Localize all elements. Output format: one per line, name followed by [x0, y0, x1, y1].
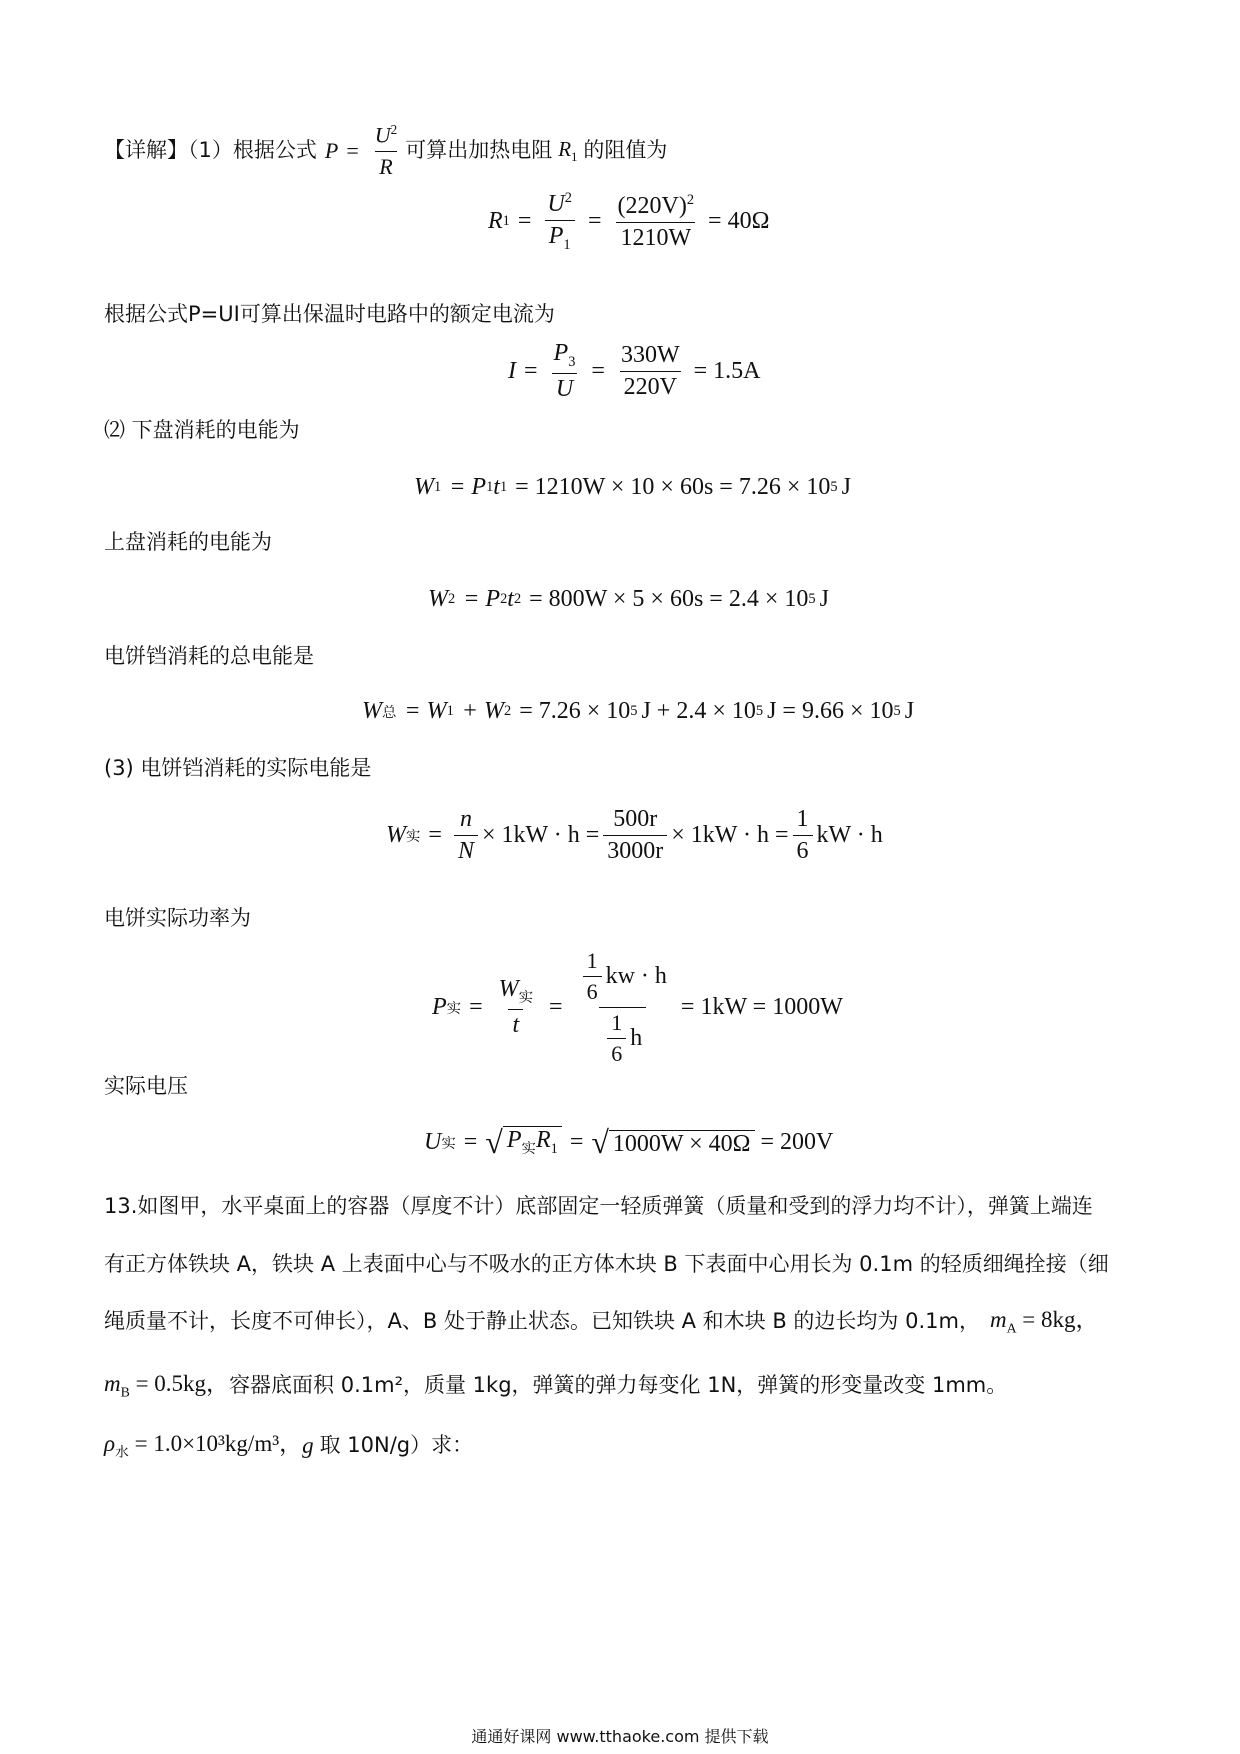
line-part2: ⑵ 下盘消耗的电能为 — [104, 418, 300, 442]
line-power: 电饼实际功率为 — [104, 906, 251, 930]
problem13-line2: 有正方体铁块 A，铁块 A 上表面中心与不吸水的正方体木块 B 下表面中心用长为 0.1m 的轻质细绳拴接（细 — [104, 1252, 1109, 1276]
equation-r1: R 1 = $\frac{U^2}{P_1}$ = $\frac{(220V)^2}{1210W}$ = 40Ω — [488, 190, 770, 253]
equation-w2: W 2 = P 2 t 2 = 800W × 5 × 60s = 2.4 × 10 5 J — [428, 586, 829, 612]
intro-label: 【详解】（1）根据公式 — [104, 138, 317, 163]
equation-wreal: W 实 = $\frac{n}{N}$ × 1kW · h = $\frac{500r}{3000r}$ × 1kW · h = $\frac{1}{6}$ kW · h — [386, 806, 883, 864]
problem13-line5: $\rho_水 = 1.0\times 10^3kg/m^3$， g 取 10N/g）求： — [104, 1431, 474, 1461]
r1-symbol: $R_1$ — [558, 136, 578, 165]
equation-w1: W 1 = P 1 t 1 = 1210W × 10 × 60s = 7.26 × 10 5 J — [414, 474, 851, 500]
intro-formula: P = $\frac{U^2}{R}$ — [324, 122, 398, 179]
sqrt-numeric: √ 1000W × 40Ω — [591, 1126, 754, 1158]
equation-preal: P 实 = $\frac{W_实}{t}$ = $\frac{1}{6}$ kw · h $\frac{1}{6}$ h = 1kW = 1000W — [432, 948, 843, 1066]
intro-line: 【详解】（1）根据公式 P = $\frac{U^2}{R}$ 可算出加热电阻 $R_1$ 的阻值为 — [104, 122, 668, 179]
problem13-line4: $m_B = 0.5kg$， 容器底面积 0.1m²，质量 1kg，弹簧的弹力每变化 1N，弹簧的形变量改变 1mm。 — [104, 1371, 1008, 1400]
equation-current: I = $\frac{P_3}{U}$ = $\frac{330W}{220V}$ = 1.5A — [508, 340, 761, 402]
problem13-line3: 绳质量不计，长度不可伸长），A、B 处于静止状态。已知铁块 A 和木块 B 的边长均为 0.1m， $m_A = 8kg$， — [104, 1307, 1099, 1336]
line-upper: 上盘消耗的电能为 — [104, 530, 272, 554]
sqrt-power-resistance: √ $P_实R_1$ — [485, 1126, 562, 1158]
line-part3: (3) 电饼铛消耗的实际电能是 — [104, 756, 372, 780]
problem13-line1: 13.如图甲，水平桌面上的容器（厚度不计）底部固定一轻质弹簧（质量和受到的浮力均不计），弹簧上端连 — [104, 1194, 1093, 1218]
line-total: 电饼铛消耗的总电能是 — [104, 644, 314, 668]
equation-ureal: U 实 = √ $P_实R_1$ = √ 1000W × 40Ω = 200V — [424, 1124, 834, 1160]
footer-source: 通通好课网 www.tthaoke.com 提供下载 — [471, 1727, 769, 1746]
line-voltage: 实际电压 — [104, 1074, 188, 1098]
line-current: 根据公式P=UI可算出保温时电路中的额定电流为 — [104, 302, 555, 326]
equation-wtotal: W 总 = W 1 + W 2 = 7.26 × 10 5 J + 2.4 × 10 5 J = 9.66 × 10 5 J — [362, 698, 915, 724]
